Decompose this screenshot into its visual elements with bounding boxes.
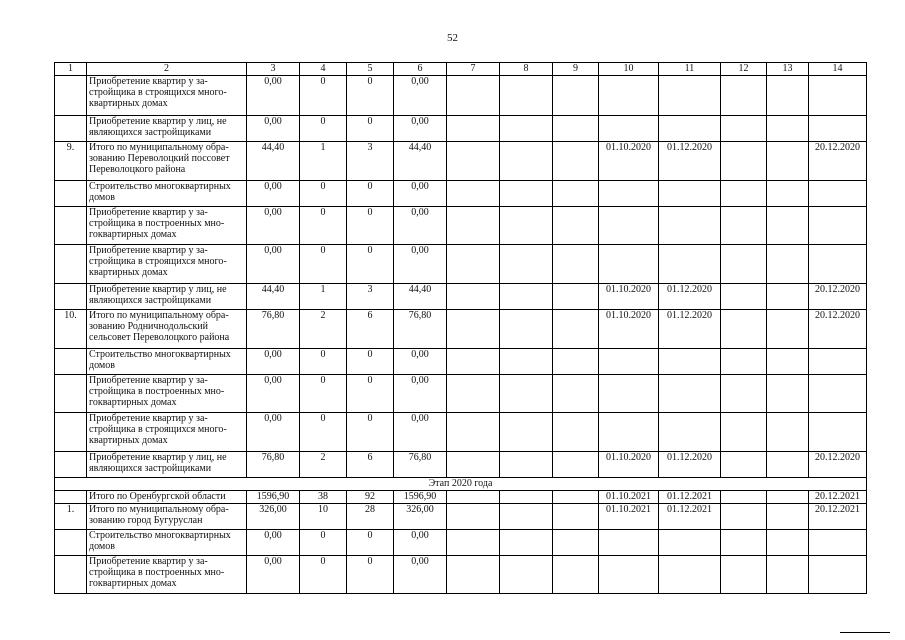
cell-col6: 0,00 [394,556,447,594]
cell-date-11 [659,375,721,413]
cell-col12 [721,349,767,375]
cell-col9 [553,375,599,413]
cell-col7 [447,413,500,452]
cell-col5: 28 [347,504,394,530]
cell-col4: 0 [300,556,347,594]
cell-col4: 2 [300,310,347,349]
cell-col5: 3 [347,142,394,181]
cell-col13 [767,207,809,245]
cell-col7 [447,504,500,530]
row-number [55,245,87,284]
cell-col13 [767,284,809,310]
cell-col12 [721,116,767,142]
row-number [55,116,87,142]
table-body [55,63,867,594]
cell-col7 [447,284,500,310]
cell-col13 [767,349,809,375]
cell-col7 [447,116,500,142]
cell-col12 [721,181,767,207]
table-row [55,556,867,594]
cell-col4: 0 [300,116,347,142]
row-name: Приобретение квартир у лиц, не являющихся застройщиками [87,452,247,478]
cell-col7 [447,76,500,116]
cell-date-10 [599,556,659,594]
row-number [55,76,87,116]
cell-col7 [447,530,500,556]
cell-col6: 0,00 [394,116,447,142]
cell-col4: 2 [300,452,347,478]
table-row [55,207,867,245]
cell-col5: 0 [347,375,394,413]
footer-rule [840,632,890,633]
cell-col8 [500,504,553,530]
cell-col9 [553,142,599,181]
cell-date-11: 01.12.2020 [659,142,721,181]
cell-date-10: 01.10.2021 [599,491,659,504]
row-number: 9. [55,142,87,181]
cell-date-10 [599,530,659,556]
row-name: Приобретение квартир у за-стройщика в построенных мно-гоквартирных домах [87,375,247,413]
cell-col9 [553,349,599,375]
row-name: Итого по муниципальному обра-зованию Родничнодольский сельсовет Переволоцкого района [87,310,247,349]
cell-col4: 1 [300,284,347,310]
table-row [55,491,867,504]
row-number [55,556,87,594]
header-cell: 5 [347,63,394,76]
cell-col4: 10 [300,504,347,530]
header-cell: 14 [809,63,867,76]
cell-col5: 6 [347,310,394,349]
cell-col5: 0 [347,76,394,116]
cell-date-10 [599,181,659,207]
cell-col13 [767,491,809,504]
cell-col8 [500,413,553,452]
header-cell: 6 [394,63,447,76]
cell-date-14: 20.12.2020 [809,310,867,349]
cell-col4: 38 [300,491,347,504]
cell-col13 [767,310,809,349]
table-row [55,142,867,181]
row-name: Приобретение квартир у за-стройщика в строящихся много-квартирных домах [87,76,247,116]
header-row [55,63,867,76]
table-row [55,284,867,310]
cell-col9 [553,556,599,594]
cell-col8 [500,245,553,284]
row-name: Приобретение квартир у за-стройщика в построенных мно-гоквартирных домах [87,556,247,594]
cell-date-10: 01.10.2021 [599,504,659,530]
program-table [54,62,867,594]
cell-col6: 0,00 [394,207,447,245]
cell-col8 [500,116,553,142]
cell-col12 [721,207,767,245]
cell-col6: 0,00 [394,349,447,375]
cell-col4: 0 [300,375,347,413]
cell-col7 [447,181,500,207]
cell-col7 [447,452,500,478]
row-number [55,181,87,207]
cell-date-14 [809,375,867,413]
cell-cost: 44,40 [247,142,300,181]
row-number [55,349,87,375]
header-cell: 8 [500,63,553,76]
cell-col9 [553,245,599,284]
cell-col9 [553,504,599,530]
cell-col13 [767,142,809,181]
cell-cost: 76,80 [247,452,300,478]
cell-col8 [500,207,553,245]
cell-date-11: 01.12.2020 [659,310,721,349]
row-name: Приобретение квартир у за-стройщика в строящихся много-квартирных домах [87,413,247,452]
header-cell: 4 [300,63,347,76]
cell-col4: 0 [300,413,347,452]
cell-col6: 1596,90 [394,491,447,504]
cell-col7 [447,556,500,594]
cell-col13 [767,556,809,594]
cell-date-11: 01.12.2020 [659,452,721,478]
cell-cost: 0,00 [247,181,300,207]
cell-date-11: 01.12.2021 [659,504,721,530]
cell-col4: 0 [300,245,347,284]
header-cell: 7 [447,63,500,76]
row-number [55,413,87,452]
table-row [55,375,867,413]
cell-col13 [767,245,809,284]
cell-col7 [447,491,500,504]
cell-col8 [500,452,553,478]
header-cell: 2 [87,63,247,76]
cell-col5: 92 [347,491,394,504]
row-name: Приобретение квартир у лиц, не являющихся застройщиками [87,116,247,142]
cell-col8 [500,491,553,504]
cell-date-11 [659,349,721,375]
cell-date-10 [599,207,659,245]
cell-col13 [767,76,809,116]
cell-date-14: 20.12.2021 [809,491,867,504]
cell-col13 [767,413,809,452]
cell-date-14: 20.12.2020 [809,452,867,478]
cell-col9 [553,116,599,142]
table-row [55,116,867,142]
cell-date-14: 20.12.2020 [809,284,867,310]
cell-col5: 3 [347,284,394,310]
cell-col12 [721,452,767,478]
cell-cost: 0,00 [247,207,300,245]
cell-col9 [553,207,599,245]
row-number: 10. [55,310,87,349]
row-name: Приобретение квартир у за-стройщика в построенных мно-гоквартирных домах [87,207,247,245]
cell-col9 [553,413,599,452]
cell-col7 [447,207,500,245]
cell-col13 [767,452,809,478]
header-cell: 9 [553,63,599,76]
cell-col12 [721,245,767,284]
cell-cost: 326,00 [247,504,300,530]
cell-col8 [500,556,553,594]
cell-col12 [721,530,767,556]
cell-date-10: 01.10.2020 [599,284,659,310]
cell-col6: 326,00 [394,504,447,530]
table-row [55,245,867,284]
cell-date-14 [809,530,867,556]
cell-col12 [721,284,767,310]
cell-col8 [500,181,553,207]
cell-col6: 76,80 [394,452,447,478]
header-cell: 13 [767,63,809,76]
cell-cost: 0,00 [247,375,300,413]
cell-col8 [500,142,553,181]
cell-col9 [553,310,599,349]
cell-col6: 76,80 [394,310,447,349]
cell-col4: 1 [300,142,347,181]
cell-col4: 0 [300,76,347,116]
cell-date-10 [599,76,659,116]
cell-col5: 0 [347,556,394,594]
header-cell: 12 [721,63,767,76]
cell-col6: 0,00 [394,413,447,452]
row-number [55,530,87,556]
cell-date-14 [809,556,867,594]
row-number [55,375,87,413]
cell-date-10 [599,116,659,142]
cell-date-14: 20.12.2020 [809,142,867,181]
cell-date-14 [809,245,867,284]
table-row [55,310,867,349]
row-name: Строительство многоквартирных домов [87,181,247,207]
table-row [55,413,867,452]
cell-col12 [721,375,767,413]
cell-date-10 [599,375,659,413]
cell-col9 [553,181,599,207]
cell-col7 [447,245,500,284]
cell-date-11 [659,181,721,207]
cell-cost: 0,00 [247,116,300,142]
header-cell: 1 [55,63,87,76]
cell-col4: 0 [300,349,347,375]
cell-cost: 0,00 [247,530,300,556]
cell-date-14 [809,413,867,452]
table-row [55,530,867,556]
row-name: Строительство многоквартирных домов [87,530,247,556]
cell-date-11 [659,116,721,142]
header-cell: 10 [599,63,659,76]
cell-cost: 0,00 [247,413,300,452]
cell-col5: 6 [347,452,394,478]
cell-col13 [767,375,809,413]
cell-date-10 [599,413,659,452]
cell-col6: 0,00 [394,375,447,413]
cell-date-11 [659,76,721,116]
row-name: Приобретение квартир у лиц, не являющихся застройщиками [87,284,247,310]
row-number [55,491,87,504]
header-cell: 11 [659,63,721,76]
cell-col8 [500,375,553,413]
cell-col6: 0,00 [394,76,447,116]
cell-col12 [721,556,767,594]
cell-col8 [500,76,553,116]
cell-cost: 76,80 [247,310,300,349]
cell-cost: 0,00 [247,76,300,116]
cell-col7 [447,375,500,413]
cell-date-14 [809,116,867,142]
table-row [55,349,867,375]
cell-col7 [447,310,500,349]
cell-date-11: 01.12.2021 [659,491,721,504]
row-number [55,207,87,245]
table-row [55,76,867,116]
cell-col8 [500,349,553,375]
cell-col9 [553,76,599,116]
cell-col8 [500,310,553,349]
cell-col6: 0,00 [394,181,447,207]
cell-col9 [553,491,599,504]
cell-col6: 0,00 [394,530,447,556]
cell-col5: 0 [347,207,394,245]
cell-col4: 0 [300,530,347,556]
table-row [55,452,867,478]
cell-date-10: 01.10.2020 [599,452,659,478]
cell-col8 [500,530,553,556]
page-number: 52 [447,32,458,44]
table-row [55,181,867,207]
cell-col5: 0 [347,530,394,556]
cell-col9 [553,530,599,556]
row-name: Приобретение квартир у за-стройщика в строящихся много-квартирных домах [87,245,247,284]
row-number: 1. [55,504,87,530]
cell-date-11 [659,207,721,245]
cell-cost: 0,00 [247,245,300,284]
cell-date-14 [809,207,867,245]
row-name: Итого по муниципальному обра-зованию город Бугуруслан [87,504,247,530]
cell-date-14 [809,349,867,375]
cell-cost: 1596,90 [247,491,300,504]
cell-col9 [553,284,599,310]
cell-date-10 [599,245,659,284]
table-row [55,504,867,530]
stage-row [55,478,867,491]
cell-date-14: 20.12.2021 [809,504,867,530]
row-number [55,284,87,310]
cell-col4: 0 [300,207,347,245]
cell-col8 [500,284,553,310]
cell-col5: 0 [347,116,394,142]
cell-col12 [721,142,767,181]
cell-col9 [553,452,599,478]
cell-date-10: 01.10.2020 [599,310,659,349]
header-cell: 3 [247,63,300,76]
cell-col4: 0 [300,181,347,207]
cell-date-11 [659,530,721,556]
cell-date-11 [659,556,721,594]
cell-col5: 0 [347,413,394,452]
cell-col13 [767,530,809,556]
row-name: Строительство многоквартирных домов [87,349,247,375]
cell-col6: 44,40 [394,142,447,181]
row-name: Итого по Оренбургской области [87,491,247,504]
cell-col6: 0,00 [394,245,447,284]
cell-col7 [447,142,500,181]
cell-date-11 [659,413,721,452]
cell-col12 [721,491,767,504]
row-number [55,452,87,478]
row-name: Итого по муниципальному обра-зованию Переволоцкий поссовет Переволоцкого района [87,142,247,181]
cell-date-14 [809,76,867,116]
cell-col12 [721,76,767,116]
cell-col7 [447,349,500,375]
stage-label: Этап 2020 года [55,478,867,491]
cell-col13 [767,181,809,207]
cell-date-10: 01.10.2020 [599,142,659,181]
cell-cost: 0,00 [247,556,300,594]
cell-col6: 44,40 [394,284,447,310]
cell-date-14 [809,181,867,207]
cell-col12 [721,413,767,452]
cell-col5: 0 [347,349,394,375]
cell-date-11: 01.12.2020 [659,284,721,310]
cell-cost: 44,40 [247,284,300,310]
cell-col5: 0 [347,245,394,284]
cell-cost: 0,00 [247,349,300,375]
cell-col13 [767,116,809,142]
cell-date-10 [599,349,659,375]
cell-col12 [721,310,767,349]
cell-col12 [721,504,767,530]
cell-col13 [767,504,809,530]
cell-col5: 0 [347,181,394,207]
cell-date-11 [659,245,721,284]
